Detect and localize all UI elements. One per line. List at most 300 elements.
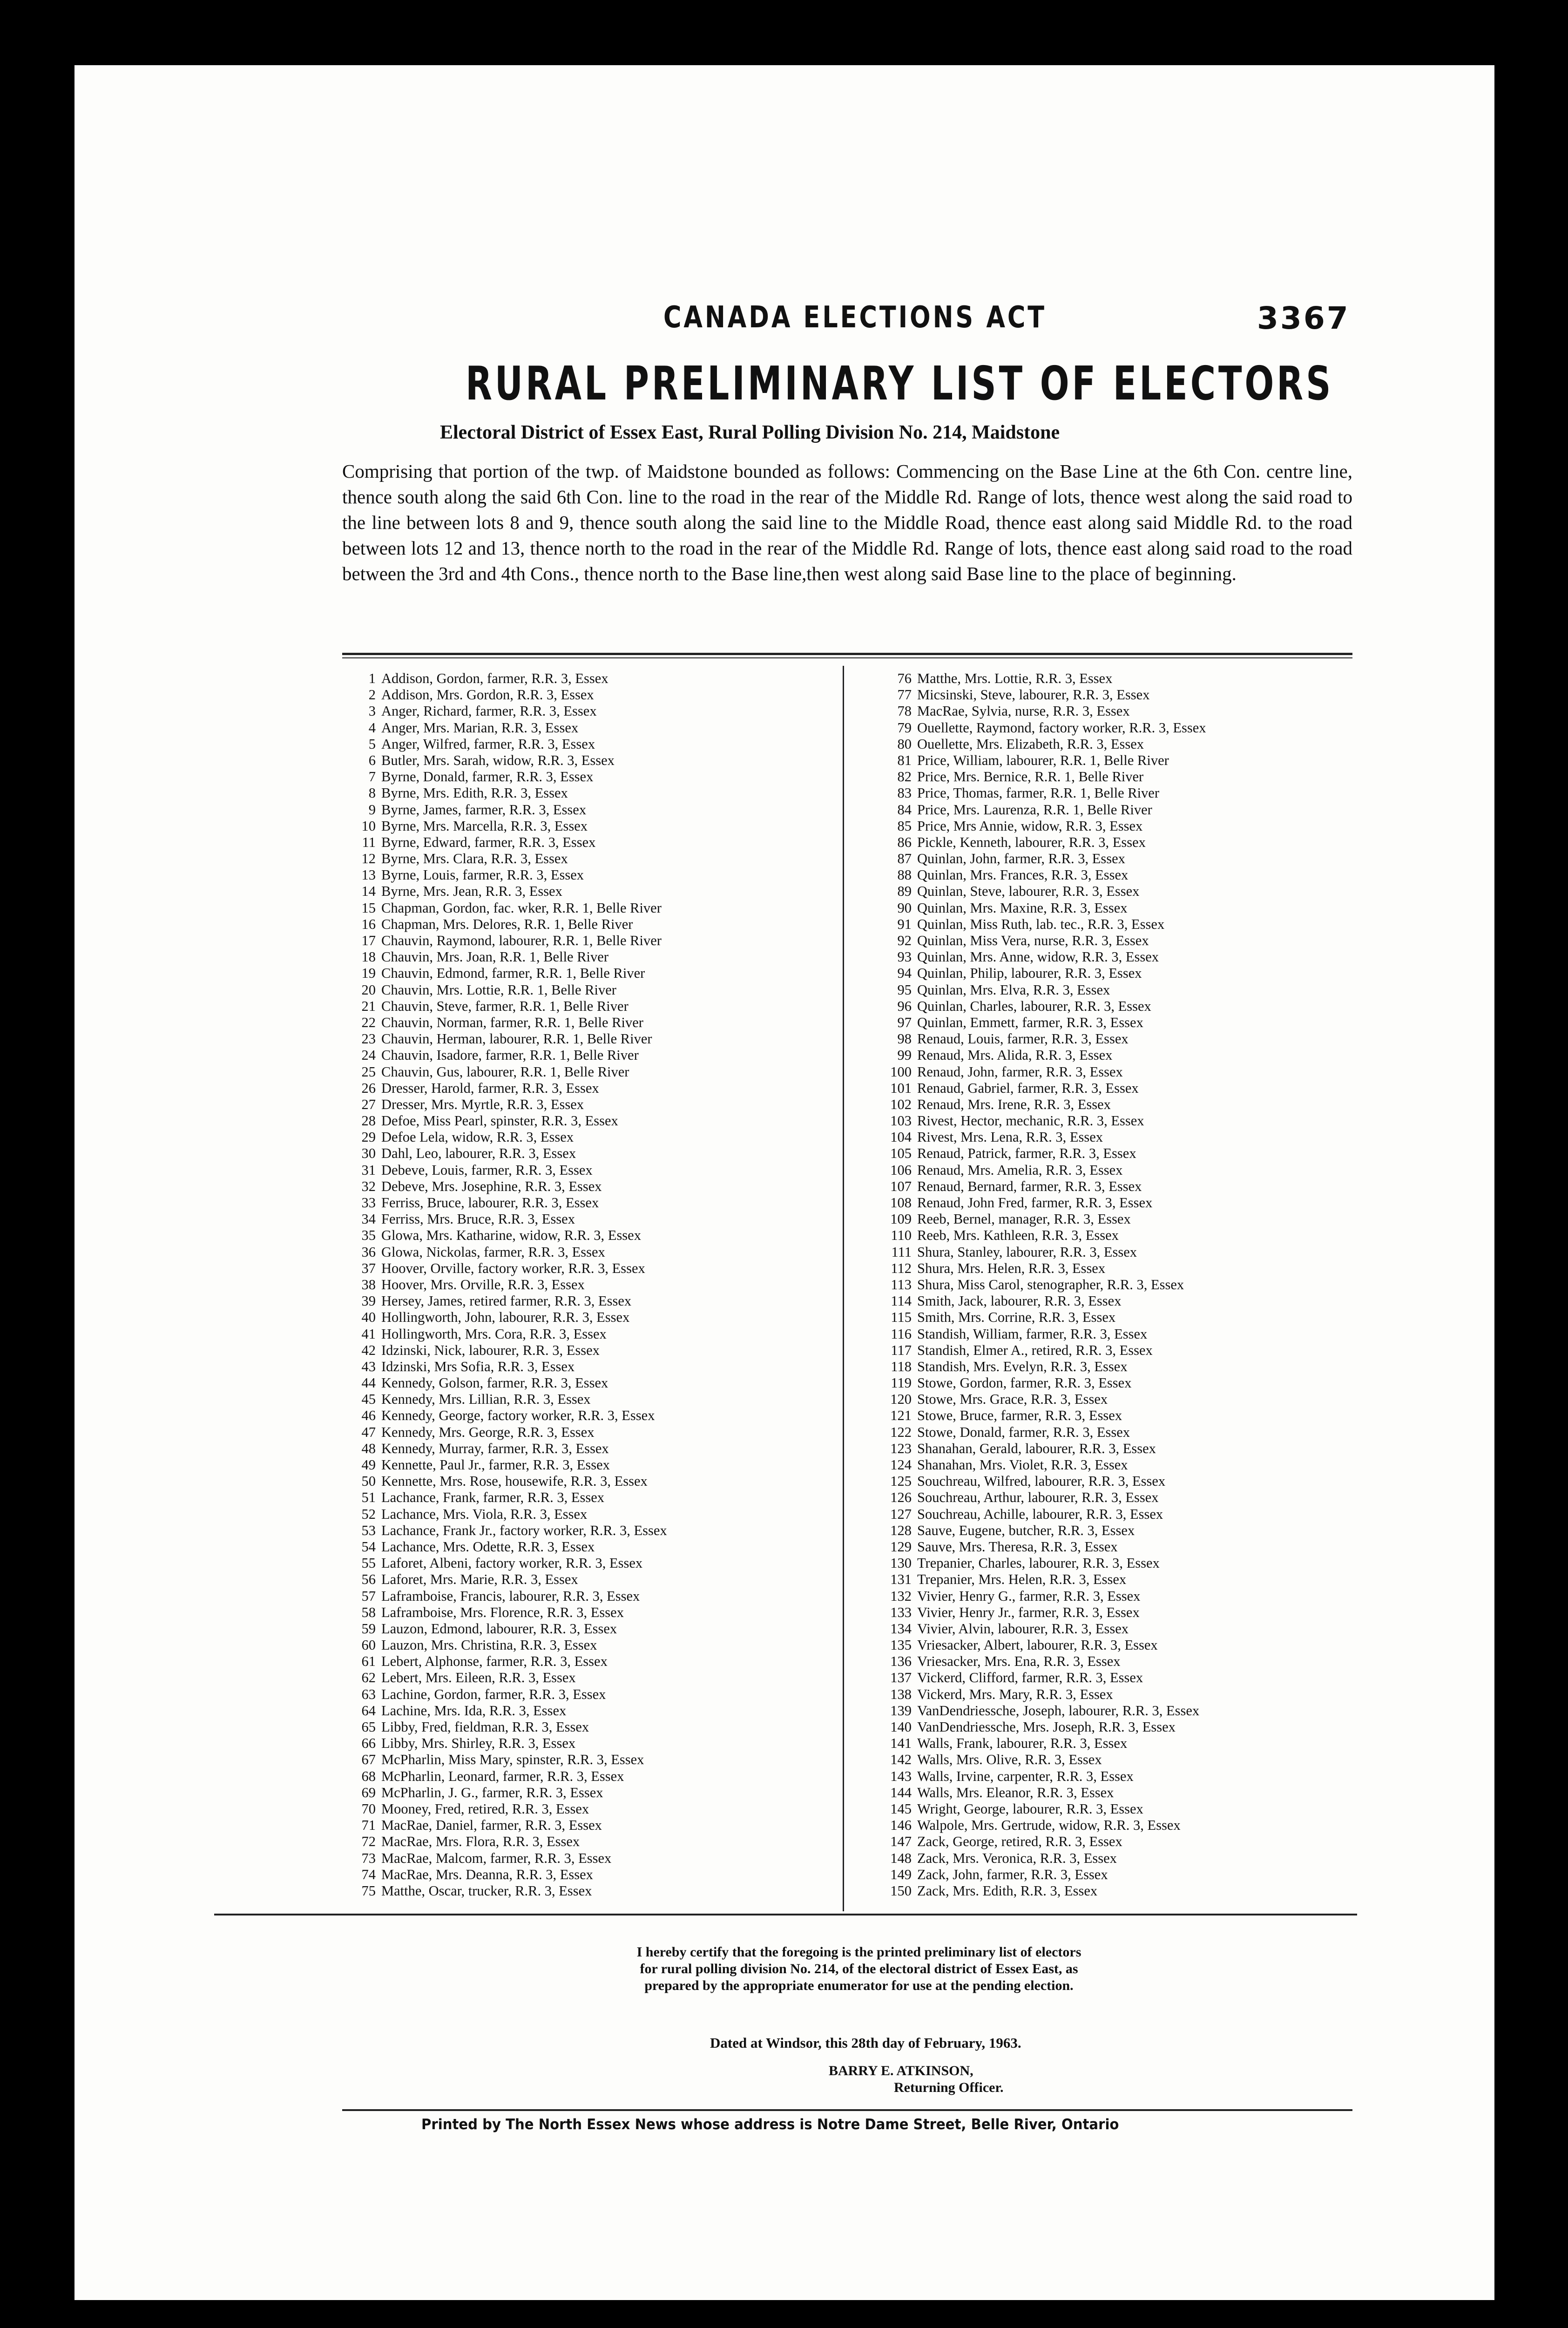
- elector-number: 127: [890, 1506, 912, 1522]
- elector-row: [351, 1326, 667, 1342]
- elector-number: 103: [890, 1113, 912, 1129]
- elector-row: [351, 1342, 667, 1359]
- elector-number: 141: [890, 1735, 912, 1752]
- elector-row: [875, 1703, 1206, 1719]
- elector-row: [875, 769, 1206, 785]
- elector-entry: Walls, Frank, labourer, R.R. 3, Essex: [917, 1735, 1128, 1752]
- elector-number: 2: [368, 687, 376, 703]
- elector-entry: Hersey, James, retired farmer, R.R. 3, Essex: [381, 1293, 632, 1309]
- elector-row: [875, 1031, 1206, 1047]
- elector-entry: Standish, William, farmer, R.R. 3, Essex: [917, 1326, 1148, 1342]
- elector-number: 117: [891, 1342, 912, 1358]
- elector-number: 11: [362, 834, 376, 850]
- elector-entry: Zack, George, retired, R.R. 3, Essex: [917, 1834, 1122, 1850]
- elector-number: 98: [897, 1031, 912, 1047]
- elector-row: [351, 1506, 667, 1523]
- elector-row: [875, 752, 1206, 769]
- elector-row: [875, 1506, 1206, 1523]
- elector-row: [351, 1752, 667, 1768]
- elector-entry: Hoover, Mrs. Orville, R.R. 3, Essex: [381, 1276, 585, 1293]
- elector-row: [875, 1227, 1206, 1244]
- elector-entry: Reeb, Mrs. Kathleen, R.R. 3, Essex: [917, 1227, 1119, 1244]
- elector-entry: Chauvin, Gus, labourer, R.R. 1, Belle River: [381, 1063, 629, 1080]
- elector-number: 22: [361, 1014, 376, 1030]
- elector-number: 148: [890, 1850, 912, 1866]
- elector-entry: Stowe, Gordon, farmer, R.R. 3, Essex: [917, 1375, 1132, 1391]
- elector-row: [875, 1801, 1206, 1817]
- elector-entry: MacRae, Mrs. Flora, R.R. 3, Essex: [381, 1834, 580, 1850]
- elector-row: [875, 1441, 1206, 1457]
- elector-number: 67: [361, 1752, 376, 1768]
- elector-number: 73: [361, 1850, 376, 1866]
- elector-number: 63: [361, 1686, 376, 1702]
- officer-name: BARRY E. ATKINSON,: [829, 2063, 973, 2078]
- elector-number: 144: [890, 1784, 912, 1800]
- elector-entry: Sauve, Mrs. Theresa, R.R. 3, Essex: [917, 1538, 1118, 1555]
- elector-entry: Souchreau, Achille, labourer, R.R. 3, Essex: [917, 1506, 1163, 1522]
- elector-number: 84: [897, 801, 912, 818]
- column-divider: [843, 666, 844, 1911]
- elector-row: [875, 1047, 1206, 1063]
- elector-number: 109: [890, 1211, 912, 1227]
- elector-number: 123: [890, 1440, 912, 1456]
- elector-row: [351, 1015, 667, 1031]
- elector-number: 93: [897, 949, 912, 965]
- elector-row: [351, 1785, 667, 1801]
- elector-entry: Kennedy, Murray, farmer, R.R. 3, Essex: [381, 1440, 609, 1456]
- elector-entry: Hollingworth, Mrs. Cora, R.R. 3, Essex: [381, 1326, 607, 1342]
- elector-entry: Defoe, Miss Pearl, spinster, R.R. 3, Essex: [381, 1113, 618, 1129]
- elector-entry: Reeb, Bernel, manager, R.R. 3, Essex: [917, 1211, 1131, 1227]
- elector-number: 36: [361, 1244, 376, 1260]
- elector-entry: Ferriss, Bruce, labourer, R.R. 3, Essex: [381, 1195, 599, 1211]
- printer-imprint: Printed by The North Essex News whose address is Notre Dame Street, Belle River, Ontario: [421, 2116, 1119, 2133]
- elector-entry: Addison, Gordon, farmer, R.R. 3, Essex: [381, 670, 608, 686]
- elector-row: [875, 1752, 1206, 1768]
- elector-number: 131: [890, 1571, 912, 1588]
- elector-entry: Rivest, Hector, mechanic, R.R. 3, Essex: [917, 1113, 1144, 1129]
- elector-number: 10: [361, 818, 376, 834]
- elector-number: 95: [897, 981, 912, 998]
- elector-number: 86: [897, 834, 912, 850]
- elector-entry: Chauvin, Raymond, labourer, R.R. 1, Belle River: [381, 933, 662, 948]
- elector-number: 130: [890, 1555, 912, 1571]
- elector-row: [875, 1686, 1206, 1703]
- elector-row: [351, 1768, 667, 1785]
- elector-number: 92: [897, 933, 912, 948]
- elector-row: [875, 1211, 1206, 1227]
- elector-number: 43: [361, 1358, 376, 1374]
- elector-entry: MacRae, Sylvia, nurse, R.R. 3, Essex: [917, 703, 1130, 719]
- elector-number: 76: [897, 670, 912, 686]
- elector-entry: Quinlan, Charles, labourer, R.R. 3, Essex: [917, 998, 1151, 1014]
- elector-number: 126: [890, 1489, 912, 1506]
- elector-entry: Vickerd, Clifford, farmer, R.R. 3, Essex: [917, 1670, 1143, 1686]
- elector-entry: Stowe, Donald, farmer, R.R. 3, Essex: [917, 1424, 1130, 1440]
- elector-number: 112: [891, 1260, 912, 1276]
- elector-entry: Byrne, Edward, farmer, R.R. 3, Essex: [381, 834, 596, 850]
- elector-entry: Renaud, Mrs. Amelia, R.R. 3, Essex: [917, 1162, 1123, 1178]
- elector-row: [875, 1408, 1206, 1424]
- elector-row: [875, 851, 1206, 867]
- elector-number: 75: [361, 1882, 376, 1899]
- elector-row: [875, 703, 1206, 719]
- elector-row: [875, 1064, 1206, 1080]
- elector-number: 5: [368, 736, 376, 752]
- elector-row: [351, 1080, 667, 1096]
- elector-number: 140: [890, 1719, 912, 1735]
- elector-number: 106: [890, 1162, 912, 1178]
- elector-row: [351, 703, 667, 719]
- elector-number: 139: [890, 1702, 912, 1719]
- elector-row: [875, 1621, 1206, 1637]
- elector-row: [351, 998, 667, 1015]
- returning-officer-signature: [829, 2063, 1004, 2096]
- elector-entry: Dresser, Harold, farmer, R.R. 3, Essex: [381, 1080, 599, 1096]
- elector-number: 113: [891, 1276, 912, 1293]
- elector-entry: Zack, Mrs. Edith, R.R. 3, Essex: [917, 1882, 1098, 1899]
- elector-number: 102: [890, 1096, 912, 1112]
- elector-row: [875, 1375, 1206, 1391]
- elector-entry: Vickerd, Mrs. Mary, R.R. 3, Essex: [917, 1686, 1113, 1702]
- elector-number: 6: [368, 752, 376, 768]
- elector-entry: Chauvin, Isadore, farmer, R.R. 1, Belle River: [381, 1047, 639, 1063]
- elector-row: [875, 818, 1206, 834]
- elector-number: 13: [361, 867, 376, 883]
- certification-text: I hereby certify that the foregoing is the printed preliminary list of electors for rural polling division No. 214, of the electoral district of Essex East, as prepared by the appropriate enumerator for use at the pending election.: [636, 1944, 1081, 1993]
- elector-entry: Hollingworth, John, labourer, R.R. 3, Essex: [381, 1309, 630, 1326]
- elector-entry: Ouellette, Mrs. Elizabeth, R.R. 3, Essex: [917, 736, 1144, 752]
- elector-row: [351, 1817, 667, 1834]
- elector-entry: Quinlan, Mrs. Elva, R.R. 3, Essex: [917, 981, 1110, 998]
- elector-entry: Rivest, Mrs. Lena, R.R. 3, Essex: [917, 1129, 1103, 1145]
- elector-entry: Chapman, Gordon, fac. wker, R.R. 1, Belle River: [381, 900, 662, 916]
- elector-entry: Quinlan, Emmett, farmer, R.R. 3, Essex: [917, 1014, 1143, 1030]
- elector-number: 27: [361, 1096, 376, 1112]
- elector-number: 96: [897, 998, 912, 1014]
- elector-row: [351, 1195, 667, 1211]
- elector-entry: Renaud, Mrs. Alida, R.R. 3, Essex: [917, 1047, 1113, 1063]
- bottom-rule: [214, 1914, 1357, 1915]
- elector-number: 135: [890, 1637, 912, 1653]
- elector-number: 7: [368, 769, 376, 785]
- elector-row: [351, 965, 667, 981]
- elector-row: [875, 1342, 1206, 1359]
- elector-entry: Renaud, Patrick, farmer, R.R. 3, Essex: [917, 1145, 1136, 1162]
- elector-number: 35: [361, 1227, 376, 1244]
- elector-entry: Butler, Mrs. Sarah, widow, R.R. 3, Essex: [381, 752, 615, 768]
- elector-entry: Chapman, Mrs. Delores, R.R. 1, Belle River: [381, 916, 633, 932]
- elector-number: 77: [897, 687, 912, 703]
- elector-number: 69: [361, 1784, 376, 1800]
- elector-row: [351, 769, 667, 785]
- elector-row: [875, 1195, 1206, 1211]
- elector-number: 15: [361, 900, 376, 916]
- elector-number: 119: [891, 1375, 912, 1391]
- elector-entry: Debeve, Louis, farmer, R.R. 3, Essex: [381, 1162, 593, 1178]
- elector-number: 28: [361, 1113, 376, 1129]
- elector-row: [351, 1621, 667, 1637]
- elector-row: [875, 1817, 1206, 1834]
- elector-number: 64: [361, 1702, 376, 1719]
- elector-entry: Trepanier, Mrs. Helen, R.R. 3, Essex: [917, 1571, 1127, 1588]
- elector-number: 121: [890, 1408, 912, 1424]
- elector-number: 114: [891, 1293, 912, 1309]
- elector-row: [875, 1555, 1206, 1571]
- elector-number: 60: [361, 1637, 376, 1653]
- elector-row: [351, 851, 667, 867]
- elector-number: 110: [891, 1227, 912, 1244]
- elector-row: [351, 1375, 667, 1391]
- elector-entry: Byrne, Mrs. Marcella, R.R. 3, Essex: [381, 818, 588, 834]
- elector-row: [875, 1080, 1206, 1096]
- top-rule-thin: [342, 657, 1352, 658]
- elector-entry: Quinlan, John, farmer, R.R. 3, Essex: [917, 851, 1125, 867]
- elector-row: [875, 1359, 1206, 1375]
- elector-number: 66: [361, 1735, 376, 1752]
- elector-row: [351, 1293, 667, 1309]
- elector-number: 41: [361, 1326, 376, 1342]
- elector-number: 47: [361, 1424, 376, 1440]
- elector-entry: Byrne, Mrs. Jean, R.R. 3, Essex: [381, 883, 562, 900]
- elector-number: 14: [361, 883, 376, 900]
- elector-row: [875, 1588, 1206, 1604]
- elector-row: [351, 1653, 667, 1670]
- electors-list-right: [875, 670, 1206, 1899]
- elector-number: 48: [361, 1440, 376, 1456]
- elector-entry: Dresser, Mrs. Myrtle, R.R. 3, Essex: [381, 1096, 584, 1112]
- elector-row: [351, 1883, 667, 1899]
- elector-entry: Lachance, Frank Jr., factory worker, R.R. 3, Essex: [381, 1522, 667, 1538]
- elector-entry: Souchreau, Wilfred, labourer, R.R. 3, Essex: [917, 1473, 1166, 1489]
- elector-row: [875, 687, 1206, 703]
- elector-row: [875, 1424, 1206, 1441]
- footer-rule: [342, 2109, 1352, 2111]
- officer-title: Returning Officer.: [894, 2080, 1004, 2095]
- elector-row: [875, 1670, 1206, 1686]
- elector-entry: Anger, Mrs. Marian, R.R. 3, Essex: [381, 719, 579, 736]
- elector-entry: Kennedy, Mrs. Lillian, R.R. 3, Essex: [381, 1391, 591, 1408]
- elector-number: 146: [890, 1817, 912, 1834]
- elector-row: [875, 1867, 1206, 1883]
- elector-entry: Byrne, Mrs. Edith, R.R. 3, Essex: [381, 785, 568, 801]
- elector-number: 124: [890, 1457, 912, 1473]
- elector-number: 16: [361, 916, 376, 932]
- elector-number: 111: [891, 1244, 912, 1260]
- elector-entry: Kennedy, George, factory worker, R.R. 3, Essex: [381, 1408, 655, 1424]
- elector-row: [875, 1178, 1206, 1195]
- elector-entry: Ouellette, Raymond, factory worker, R.R. 3, Essex: [917, 719, 1206, 736]
- elector-row: [875, 1637, 1206, 1653]
- elector-entry: Kennette, Paul Jr., farmer, R.R. 3, Essex: [381, 1457, 610, 1473]
- elector-entry: Stowe, Bruce, farmer, R.R. 3, Essex: [917, 1408, 1122, 1424]
- elector-number: 91: [897, 916, 912, 932]
- elector-entry: Shanahan, Mrs. Violet, R.R. 3, Essex: [917, 1457, 1128, 1473]
- elector-entry: Lebert, Mrs. Eileen, R.R. 3, Essex: [381, 1670, 576, 1686]
- elector-number: 70: [361, 1800, 376, 1817]
- elector-number: 61: [361, 1653, 376, 1670]
- elector-entry: Smith, Jack, labourer, R.R. 3, Essex: [917, 1293, 1122, 1309]
- elector-number: 85: [897, 818, 912, 834]
- elector-entry: Byrne, Donald, farmer, R.R. 3, Essex: [381, 769, 594, 785]
- elector-entry: Micsinski, Steve, labourer, R.R. 3, Essex: [917, 687, 1150, 703]
- boundary-description: Comprising that portion of the twp. of Maidstone bounded as follows: Commencing on the Base Line at the 6th Con. centre line, thence south along the said 6th Con. line to the road in the rear of the Middle Rd. Range of lots, thence west along the said road to the line between lots 8 and 9, thence south along the said line to the Middle Road, thence east along said Middle Rd. to the road between lots 12 and 13, thence north to the road in the rear of the Middle Rd. Range of lots, thence east along said road to the road between the 3rd and 4th Cons., thence north to the Base line,then west along said Base line to the place of beginning.: [342, 460, 1352, 584]
- elector-row: [875, 900, 1206, 916]
- elector-entry: Quinlan, Mrs. Maxine, R.R. 3, Essex: [917, 900, 1128, 916]
- elector-row: [351, 1096, 667, 1113]
- elector-number: 94: [897, 965, 912, 981]
- elector-entry: Renaud, Bernard, farmer, R.R. 3, Essex: [917, 1178, 1142, 1194]
- electors-list-left: [351, 670, 667, 1899]
- elector-row: [875, 1162, 1206, 1178]
- elector-number: 89: [897, 883, 912, 900]
- elector-entry: Matthe, Oscar, trucker, R.R. 3, Essex: [381, 1882, 592, 1899]
- elector-row: [875, 736, 1206, 752]
- elector-row: [351, 949, 667, 965]
- elector-row: [351, 752, 667, 769]
- elector-number: 57: [361, 1588, 376, 1604]
- elector-entry: Laforet, Mrs. Marie, R.R. 3, Essex: [381, 1571, 578, 1588]
- elector-number: 42: [361, 1342, 376, 1358]
- elector-entry: Byrne, Mrs. Clara, R.R. 3, Essex: [381, 851, 568, 867]
- elector-row: [351, 1145, 667, 1162]
- elector-row: [875, 1145, 1206, 1162]
- elector-entry: Renaud, Louis, farmer, R.R. 3, Essex: [917, 1031, 1129, 1047]
- elector-row: [875, 802, 1206, 818]
- elector-entry: Quinlan, Mrs. Anne, widow, R.R. 3, Essex: [917, 949, 1159, 965]
- elector-entry: Anger, Richard, farmer, R.R. 3, Essex: [381, 703, 597, 719]
- document-page: [74, 65, 1494, 2300]
- elector-row: [351, 1850, 667, 1867]
- elector-row: [875, 834, 1206, 851]
- elector-entry: Ferriss, Mrs. Bruce, R.R. 3, Essex: [381, 1211, 575, 1227]
- elector-entry: VanDendriessche, Joseph, labourer, R.R. 3, Essex: [917, 1702, 1200, 1719]
- elector-number: 136: [890, 1653, 912, 1670]
- elector-number: 33: [361, 1195, 376, 1211]
- elector-entry: Lachine, Mrs. Ida, R.R. 3, Essex: [381, 1702, 567, 1719]
- elector-entry: Laframboise, Mrs. Florence, R.R. 3, Essex: [381, 1604, 624, 1620]
- elector-entry: Price, Mrs. Bernice, R.R. 1, Belle River: [917, 769, 1144, 785]
- elector-row: [351, 1801, 667, 1817]
- elector-row: [351, 1178, 667, 1195]
- elector-entry: Matthe, Mrs. Lottie, R.R. 3, Essex: [917, 670, 1113, 686]
- elector-number: 104: [890, 1129, 912, 1145]
- elector-entry: Chauvin, Edmond, farmer, R.R. 1, Belle River: [381, 965, 645, 981]
- elector-number: 31: [361, 1162, 376, 1178]
- elector-row: [351, 818, 667, 834]
- elector-entry: Lebert, Alphonse, farmer, R.R. 3, Essex: [381, 1653, 608, 1670]
- elector-row: [875, 720, 1206, 736]
- elector-number: 3: [368, 703, 376, 719]
- elector-row: [351, 1424, 667, 1441]
- elector-row: [875, 1015, 1206, 1031]
- elector-entry: Sauve, Eugene, butcher, R.R. 3, Essex: [917, 1522, 1135, 1538]
- elector-entry: Renaud, Mrs. Irene, R.R. 3, Essex: [917, 1096, 1111, 1112]
- elector-row: [351, 1064, 667, 1080]
- elector-entry: MacRae, Mrs. Deanna, R.R. 3, Essex: [381, 1866, 593, 1882]
- elector-entry: Lauzon, Mrs. Christina, R.R. 3, Essex: [381, 1637, 597, 1653]
- elector-number: 4: [368, 719, 376, 736]
- elector-entry: Quinlan, Miss Ruth, lab. tec., R.R. 3, Essex: [917, 916, 1165, 932]
- elector-number: 74: [361, 1866, 376, 1882]
- elector-number: 52: [361, 1506, 376, 1522]
- elector-entry: Lachance, Frank, farmer, R.R. 3, Essex: [381, 1489, 604, 1506]
- elector-row: [875, 1653, 1206, 1670]
- page-number: 3367: [1257, 300, 1350, 336]
- elector-number: 87: [897, 851, 912, 867]
- elector-entry: Walls, Irvine, carpenter, R.R. 3, Essex: [917, 1768, 1134, 1784]
- elector-entry: Smith, Mrs. Corrine, R.R. 3, Essex: [917, 1309, 1116, 1326]
- elector-entry: Laframboise, Francis, labourer, R.R. 3, Essex: [381, 1588, 640, 1604]
- elector-number: 138: [890, 1686, 912, 1702]
- elector-entry: Price, William, labourer, R.R. 1, Belle River: [917, 752, 1169, 768]
- elector-number: 133: [890, 1604, 912, 1620]
- elector-number: 108: [890, 1195, 912, 1211]
- elector-row: [351, 1309, 667, 1326]
- elector-number: 128: [890, 1522, 912, 1538]
- elector-entry: Shanahan, Gerald, labourer, R.R. 3, Essex: [917, 1440, 1156, 1456]
- elector-row: [351, 720, 667, 736]
- elector-number: 142: [890, 1752, 912, 1768]
- elector-row: [351, 883, 667, 900]
- elector-row: [351, 1473, 667, 1489]
- act-heading: CANADA ELECTIONS ACT: [663, 300, 1047, 335]
- elector-number: 26: [361, 1080, 376, 1096]
- elector-number: 17: [361, 933, 376, 948]
- elector-entry: Wright, George, labourer, R.R. 3, Essex: [917, 1800, 1143, 1817]
- elector-number: 46: [361, 1408, 376, 1424]
- elector-number: 40: [361, 1309, 376, 1326]
- elector-entry: Kennedy, Golson, farmer, R.R. 3, Essex: [381, 1375, 608, 1391]
- elector-entry: Renaud, Gabriel, farmer, R.R. 3, Essex: [917, 1080, 1139, 1096]
- elector-row: [875, 1113, 1206, 1129]
- elector-row: [875, 1883, 1206, 1899]
- elector-entry: Hoover, Orville, factory worker, R.R. 3, Essex: [381, 1260, 645, 1276]
- elector-row: [875, 982, 1206, 998]
- elector-number: 62: [361, 1670, 376, 1686]
- elector-row: [351, 1260, 667, 1277]
- elector-entry: Idzinski, Mrs Sofia, R.R. 3, Essex: [381, 1358, 575, 1374]
- elector-number: 90: [897, 900, 912, 916]
- elector-entry: Vivier, Henry Jr., farmer, R.R. 3, Essex: [917, 1604, 1140, 1620]
- elector-number: 137: [890, 1670, 912, 1686]
- elector-number: 120: [890, 1391, 912, 1408]
- elector-row: [351, 1359, 667, 1375]
- elector-entry: Standish, Mrs. Evelyn, R.R. 3, Essex: [917, 1358, 1128, 1374]
- elector-entry: Idzinski, Nick, labourer, R.R. 3, Essex: [381, 1342, 600, 1358]
- elector-entry: Chauvin, Mrs. Lottie, R.R. 1, Belle River: [381, 981, 616, 998]
- elector-number: 34: [361, 1211, 376, 1227]
- elector-entry: Price, Mrs. Laurenza, R.R. 1, Belle River: [917, 801, 1152, 818]
- elector-row: [875, 1850, 1206, 1867]
- elector-entry: Renaud, John, farmer, R.R. 3, Essex: [917, 1063, 1123, 1080]
- elector-entry: Price, Thomas, farmer, R.R. 1, Belle River: [917, 785, 1159, 801]
- elector-row: [875, 785, 1206, 801]
- elector-entry: Shura, Miss Carol, stenographer, R.R. 3, Essex: [917, 1276, 1184, 1293]
- elector-number: 30: [361, 1145, 376, 1162]
- elector-row: [351, 785, 667, 801]
- elector-entry: Walpole, Mrs. Gertrude, widow, R.R. 3, Essex: [917, 1817, 1181, 1834]
- elector-entry: Glowa, Nickolas, farmer, R.R. 3, Essex: [381, 1244, 605, 1260]
- elector-row: [351, 1391, 667, 1408]
- elector-row: [351, 1408, 667, 1424]
- elector-entry: Lachance, Mrs. Viola, R.R. 3, Essex: [381, 1506, 588, 1522]
- elector-entry: Laforet, Albeni, factory worker, R.R. 3, Essex: [381, 1555, 643, 1571]
- elector-entry: Vriesacker, Albert, labourer, R.R. 3, Essex: [917, 1637, 1158, 1653]
- elector-entry: Trepanier, Charles, labourer, R.R. 3, Essex: [917, 1555, 1160, 1571]
- elector-row: [351, 933, 667, 949]
- elector-number: 79: [897, 719, 912, 736]
